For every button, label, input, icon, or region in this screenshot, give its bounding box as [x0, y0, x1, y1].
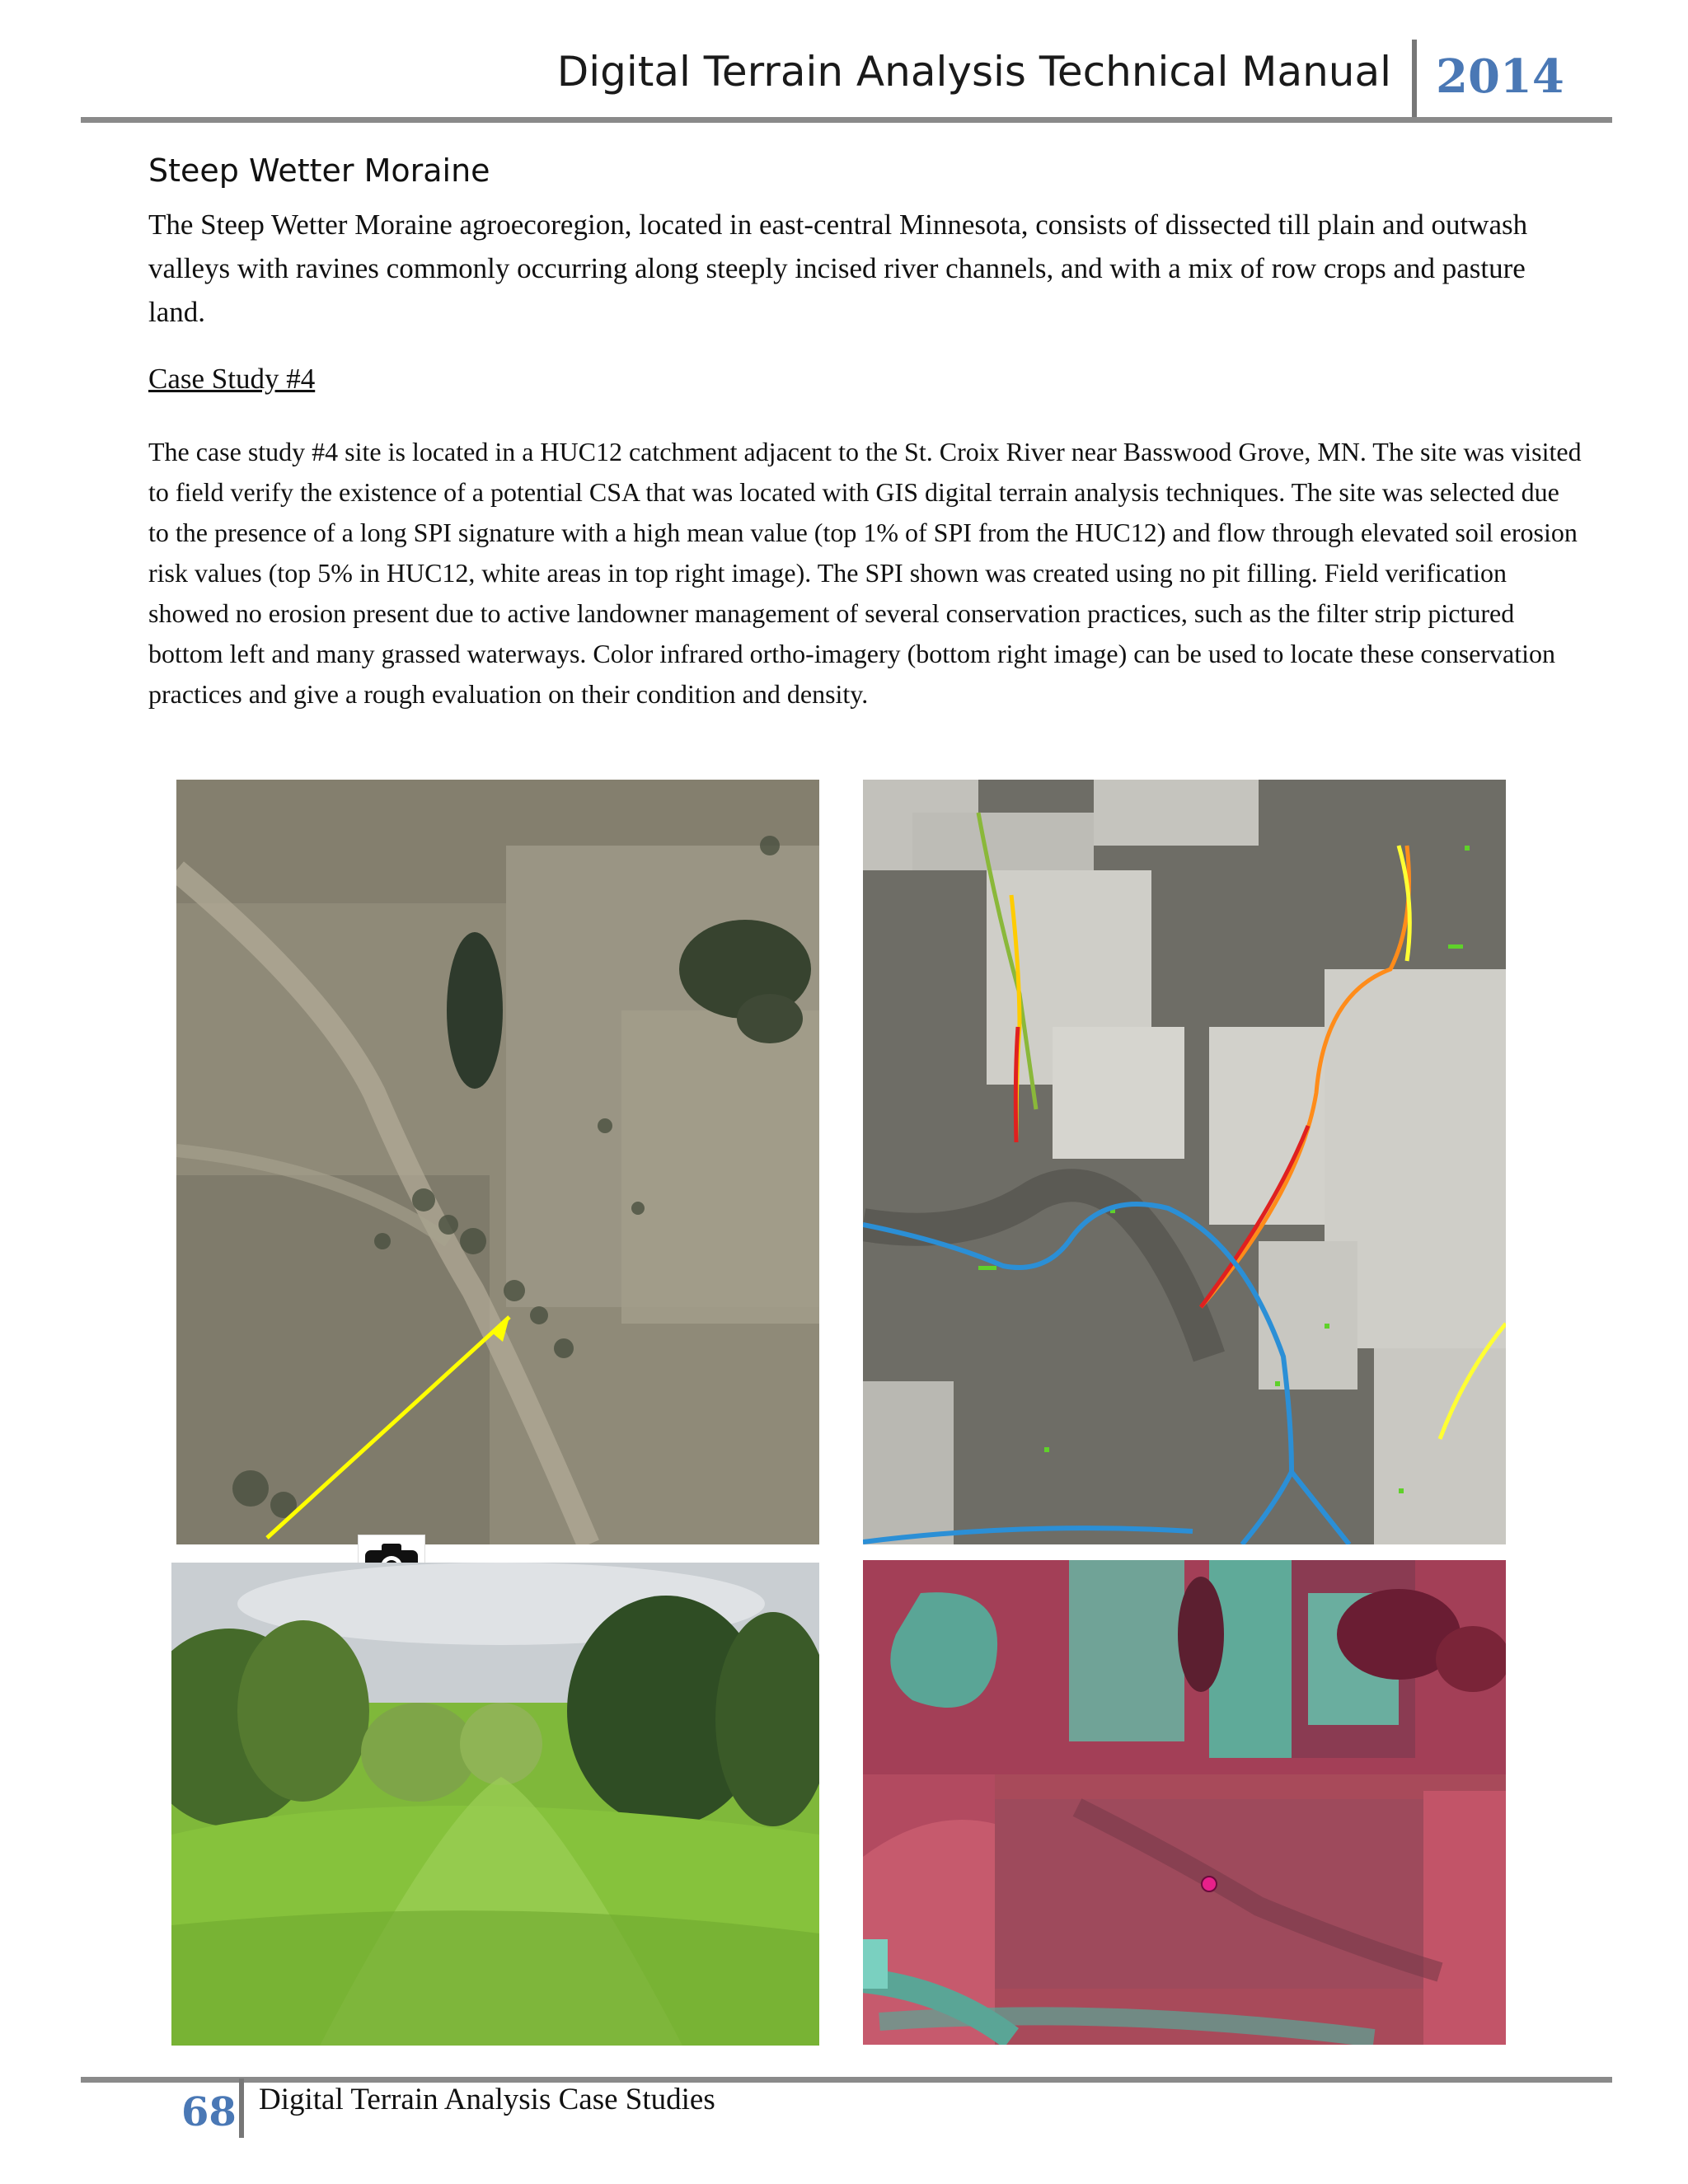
color-infrared-ortho-image	[863, 1560, 1506, 2045]
section-heading: Steep Wetter Moraine	[148, 152, 490, 189]
section-intro: The Steep Wetter Moraine agroecoregion, located in east-central Minnesota, consists of dissected till plain and outwash valleys with ravines commonly occurring along steeply incised river channels, and with a mix of row crops and pasture land.	[148, 209, 1528, 328]
page-number: 68	[181, 2089, 237, 2135]
case-study-heading: Case Study #4	[148, 363, 316, 395]
case-study-body: The case study #4 site is located in a HUC12 catchment adjacent to the St. Croix River near Basswood Grove, MN. The site was visited to field verify the existence of a potential CSA that was located with GIS digital terrain analysis techniques. The site was selected due to the presence of a long SPI signature with a high mean value (top 1% of SPI from the HUC12) and flow through elevated soil erosion risk values (top 5% in HUC12, white areas in top right image). The SPI shown was created using no pit filling. Field verification showed no erosion present due to active landowner management of several conservation practices, such as the filter strip pictured bottom left and many grassed waterways. Color infrared ortho-imagery (bottom right image) can be used to locate these conservation practices and give a rough evaluation on their condition and density.	[148, 437, 1582, 709]
footer-separator	[239, 2079, 244, 2138]
field-photo-filter-strip	[171, 1563, 819, 2046]
spi-erosion-risk-map	[863, 780, 1506, 1544]
header-rule	[81, 117, 1612, 123]
header-separator	[1412, 40, 1417, 119]
aerial-photo	[176, 780, 819, 1544]
manual-year: 2014	[1436, 49, 1564, 104]
manual-title: Digital Terrain Analysis Technical Manual	[556, 48, 1391, 96]
footer-text: Digital Terrain Analysis Case Studies	[259, 2083, 715, 2116]
